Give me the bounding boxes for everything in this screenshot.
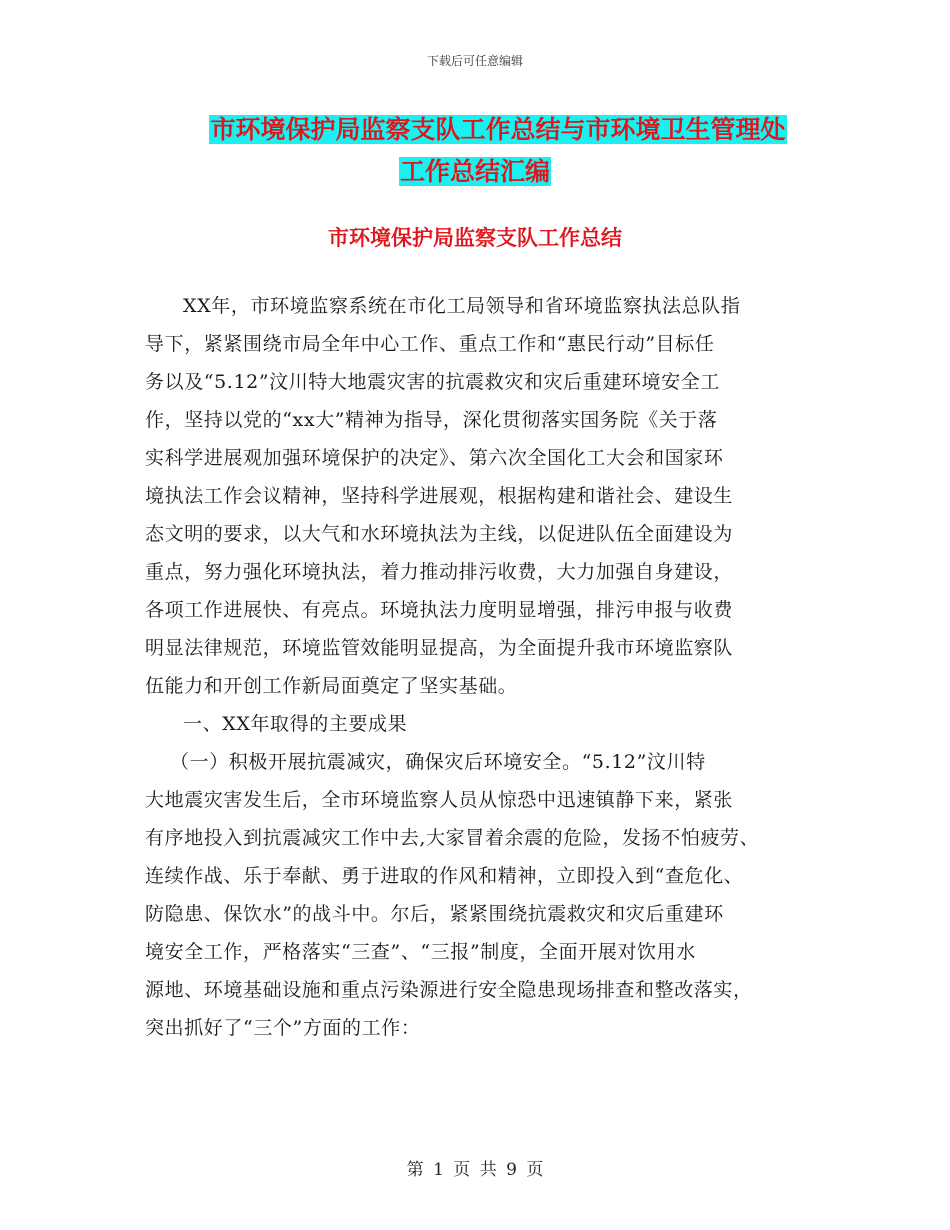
body-line: 明显法律规范，环境监管效能明显提高，为全面提升我市环境监察队: [145, 637, 734, 659]
header-note: 下载后可任意编辑: [426, 54, 523, 68]
body-line: XX年，市环境监察系统在市化工局领导和省环境监察执法总队指: [183, 295, 741, 317]
body-line: 伍能力和开创工作新局面奠定了坚实基础。: [145, 675, 518, 697]
main-title-line-1: 市环境保护局监察支队工作总结与市环境卫生管理处: [210, 115, 786, 144]
body-line: 源地、环境基础设施和重点污染源进行安全隐患现场排查和整改落实，: [145, 979, 753, 1001]
body-line: 连续作战、乐于奉献、勇于进取的作风和精神，立即投入到“查危化、: [145, 865, 744, 887]
body-line: 作，坚持以党的“xx大”精神为指导，深化贯彻落实国务院《关于落: [145, 409, 718, 431]
body-line: 境安全工作，严格落实“三查”、“三报”制度，全面开展对饮用水: [145, 941, 696, 963]
main-title-line-2: 工作总结汇编: [399, 157, 550, 186]
body-line: 实科学进展观加强环境保护的决定》、第六次全国化工大会和国家环: [145, 447, 724, 469]
body-line: 态文明的要求，以大气和水环境执法为主线，以促进队伍全面建设为: [145, 523, 734, 545]
body-line: 务以及“5.12”汶川特大地震灾害的抗震救灾和灾后重建环境安全工: [145, 371, 720, 393]
body-line: 大地震灾害发生后，全市环境监察人员从惊恐中迅速镇静下来，紧张: [145, 789, 734, 811]
section-heading: 一、XX年取得的主要成果: [183, 713, 408, 735]
body-line: 境执法工作会议精神，坚持科学进展观，根据构建和谐社会、建设生: [145, 485, 734, 507]
body-line: （一）积极开展抗震减灾，确保灾后环境安全。“5.12”汶川特: [170, 751, 706, 773]
section-title: 市环境保护局监察支队工作总结: [328, 226, 622, 250]
body-line: 导下，紧紧围绕市局全年中心工作、重点工作和“惠民行动”目标任: [145, 333, 715, 355]
body-line: 各项工作进展快、有亮点。环境执法力度明显增强，排污申报与收费: [145, 599, 734, 621]
body-line: 突出抓好了“三个”方面的工作：: [145, 1017, 421, 1039]
page-footer: 第 1 页 共 9 页: [406, 1160, 544, 1180]
body-line: 有序地投入到抗震减灾工作中去,大家冒着余震的危险，发扬不怕疲劳、: [145, 827, 760, 849]
body-line: 防隐患、保饮水”的战斗中。尔后，紧紧围绕抗震救灾和灾后重建环: [145, 903, 724, 925]
body-line: 重点，努力强化环境执法，着力推动排污收费，大力加强自身建设，: [145, 561, 734, 583]
